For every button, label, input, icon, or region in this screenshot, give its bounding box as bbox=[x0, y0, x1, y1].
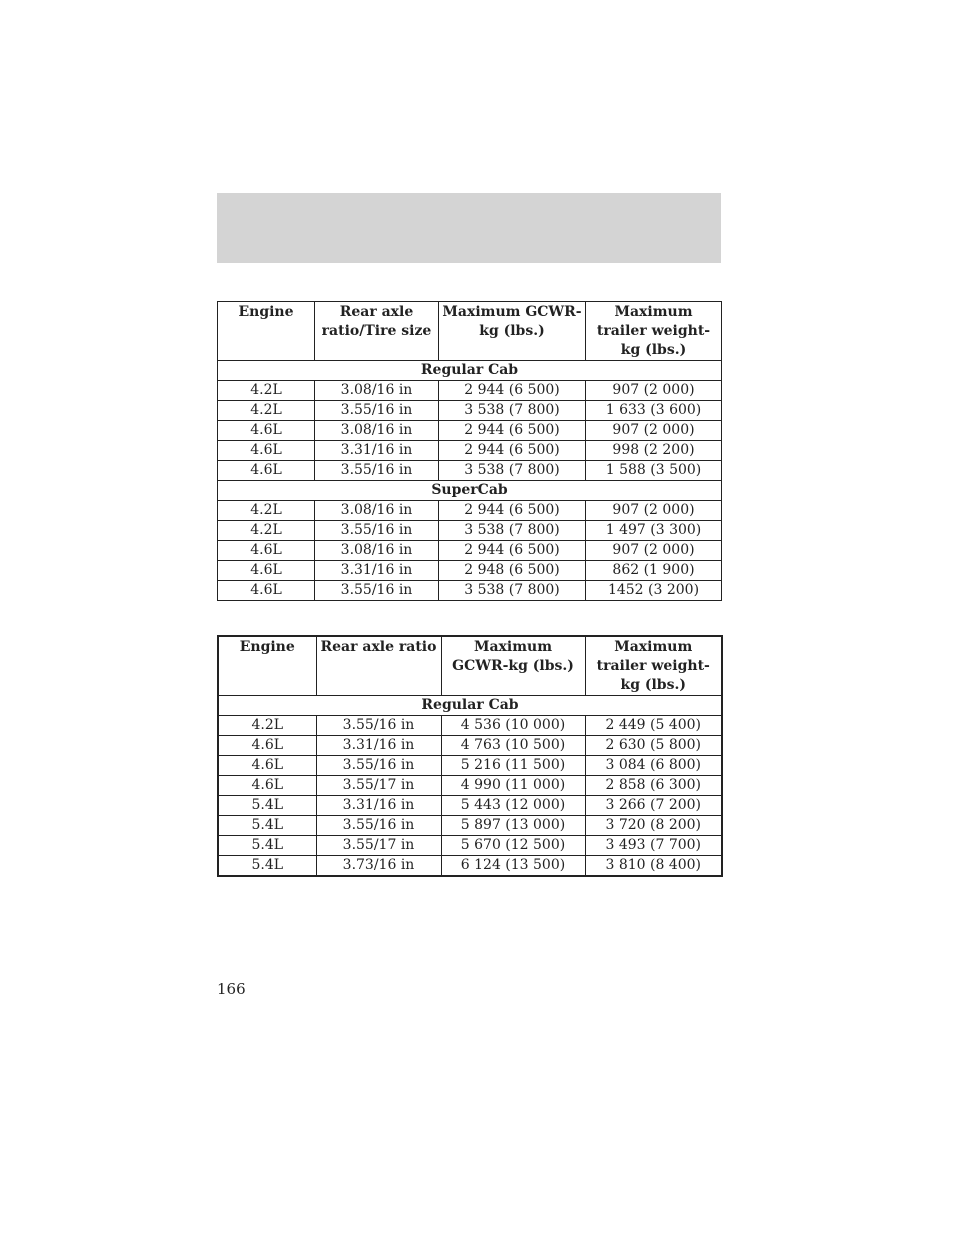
table-cell: 3.08/16 in bbox=[315, 541, 439, 561]
column-header: Maximum GCWR-kg (lbs.) bbox=[439, 302, 586, 361]
section-row bbox=[218, 361, 722, 381]
section-title: Regular Cab bbox=[218, 696, 722, 716]
table-cell: 3.55/17 in bbox=[316, 776, 441, 796]
table-cell: 4 990 (11 000) bbox=[441, 776, 585, 796]
table-row bbox=[218, 521, 722, 541]
table-row bbox=[218, 561, 722, 581]
table-cell: 3 266 (7 200) bbox=[585, 796, 722, 816]
table-row bbox=[218, 421, 722, 441]
table-cell: 2 630 (5 800) bbox=[585, 736, 722, 756]
table-cell: 3.08/16 in bbox=[315, 501, 439, 521]
table-cell: 2 858 (6 300) bbox=[585, 776, 722, 796]
table-header bbox=[218, 302, 722, 361]
table-cell: 3.31/16 in bbox=[316, 736, 441, 756]
table-row bbox=[218, 856, 722, 877]
section-header-band bbox=[217, 193, 721, 263]
table-cell: 5 897 (13 000) bbox=[441, 816, 585, 836]
table-cell: 3.55/16 in bbox=[315, 581, 439, 601]
towing-table-b bbox=[217, 635, 723, 877]
table-cell: 2 944 (6 500) bbox=[439, 421, 586, 441]
table-cell: 4.6L bbox=[218, 581, 315, 601]
table-cell: 1 588 (3 500) bbox=[586, 461, 722, 481]
table-row bbox=[218, 816, 722, 836]
table-cell: 2 449 (5 400) bbox=[585, 716, 722, 736]
table-cell: 998 (2 200) bbox=[586, 441, 722, 461]
table-cell: 1 497 (3 300) bbox=[586, 521, 722, 541]
table-cell: 4 536 (10 000) bbox=[441, 716, 585, 736]
towing-table-a bbox=[217, 301, 722, 601]
table-cell: 5 216 (11 500) bbox=[441, 756, 585, 776]
table-cell: 2 944 (6 500) bbox=[439, 501, 586, 521]
table-cell: 3 538 (7 800) bbox=[439, 581, 586, 601]
table-cell: 3 538 (7 800) bbox=[439, 461, 586, 481]
table-cell: 2 948 (6 500) bbox=[439, 561, 586, 581]
table-cell: 3.55/16 in bbox=[315, 401, 439, 421]
column-header: Rear axle ratio bbox=[316, 636, 441, 696]
table-row bbox=[218, 541, 722, 561]
table-row bbox=[218, 796, 722, 816]
table-cell: 1 633 (3 600) bbox=[586, 401, 722, 421]
table-cell: 862 (1 900) bbox=[586, 561, 722, 581]
table-cell: 3.55/16 in bbox=[316, 716, 441, 736]
page-number: 166 bbox=[217, 980, 246, 998]
table-cell: 4.2L bbox=[218, 401, 315, 421]
table-cell: 4.6L bbox=[218, 461, 315, 481]
table-cell: 3 493 (7 700) bbox=[585, 836, 722, 856]
table-cell: 907 (2 000) bbox=[586, 381, 722, 401]
table-cell: 3.08/16 in bbox=[315, 381, 439, 401]
table-cell: 5.4L bbox=[218, 796, 316, 816]
table-cell: 3 810 (8 400) bbox=[585, 856, 722, 877]
column-header: Rear axle ratio/Tire size bbox=[315, 302, 439, 361]
table-cell: 4.2L bbox=[218, 716, 316, 736]
table-cell: 3 538 (7 800) bbox=[439, 521, 586, 541]
table-cell: 3 084 (6 800) bbox=[585, 756, 722, 776]
table-cell: 5.4L bbox=[218, 836, 316, 856]
table-cell: 4.6L bbox=[218, 756, 316, 776]
table-cell: 2 944 (6 500) bbox=[439, 381, 586, 401]
table-row bbox=[218, 461, 722, 481]
table-row bbox=[218, 756, 722, 776]
column-header: Maximum GCWR-kg (lbs.) bbox=[441, 636, 585, 696]
table-cell: 907 (2 000) bbox=[586, 421, 722, 441]
table-cell: 907 (2 000) bbox=[586, 541, 722, 561]
table-cell: 5 670 (12 500) bbox=[441, 836, 585, 856]
table-row bbox=[218, 716, 722, 736]
table-cell: 5.4L bbox=[218, 816, 316, 836]
table-cell: 2 944 (6 500) bbox=[439, 441, 586, 461]
table-header bbox=[218, 636, 722, 696]
table-row bbox=[218, 581, 722, 601]
table-cell: 5 443 (12 000) bbox=[441, 796, 585, 816]
table-row bbox=[218, 381, 722, 401]
column-header: Engine bbox=[218, 636, 316, 696]
section-title: SuperCab bbox=[218, 481, 722, 501]
table-cell: 3.31/16 in bbox=[316, 796, 441, 816]
table-cell: 4.6L bbox=[218, 561, 315, 581]
table-row bbox=[218, 401, 722, 421]
table-cell: 1452 (3 200) bbox=[586, 581, 722, 601]
table-cell: 5.4L bbox=[218, 856, 316, 877]
table-cell: 4.6L bbox=[218, 541, 315, 561]
table-cell: 3.55/16 in bbox=[315, 521, 439, 541]
table-cell: 3.73/16 in bbox=[316, 856, 441, 877]
table-cell: 3 720 (8 200) bbox=[585, 816, 722, 836]
table-cell: 3.55/16 in bbox=[315, 461, 439, 481]
column-header: Engine bbox=[218, 302, 315, 361]
table-cell: 907 (2 000) bbox=[586, 501, 722, 521]
table-row bbox=[218, 776, 722, 796]
table-cell: 3.08/16 in bbox=[315, 421, 439, 441]
table-cell: 4.2L bbox=[218, 501, 315, 521]
table-cell: 4.2L bbox=[218, 381, 315, 401]
table-cell: 6 124 (13 500) bbox=[441, 856, 585, 877]
table-row bbox=[218, 736, 722, 756]
table-cell: 4.2L bbox=[218, 521, 315, 541]
table-cell: 4.6L bbox=[218, 421, 315, 441]
section-title: Regular Cab bbox=[218, 361, 722, 381]
table-cell: 4.6L bbox=[218, 736, 316, 756]
table-row bbox=[218, 836, 722, 856]
table-cell: 3.31/16 in bbox=[315, 561, 439, 581]
table-cell: 3.55/17 in bbox=[316, 836, 441, 856]
table-cell: 4 763 (10 500) bbox=[441, 736, 585, 756]
section-row bbox=[218, 696, 722, 716]
table-row bbox=[218, 441, 722, 461]
section-row bbox=[218, 481, 722, 501]
table-cell: 3.55/16 in bbox=[316, 816, 441, 836]
column-header: Maximum trailer weight-kg (lbs.) bbox=[585, 636, 722, 696]
table-cell: 3 538 (7 800) bbox=[439, 401, 586, 421]
table-cell: 4.6L bbox=[218, 776, 316, 796]
table-cell: 3.31/16 in bbox=[315, 441, 439, 461]
table-cell: 2 944 (6 500) bbox=[439, 541, 586, 561]
column-header: Maximum trailer weight-kg (lbs.) bbox=[586, 302, 722, 361]
table-cell: 3.55/16 in bbox=[316, 756, 441, 776]
table-cell: 4.6L bbox=[218, 441, 315, 461]
table-row bbox=[218, 501, 722, 521]
